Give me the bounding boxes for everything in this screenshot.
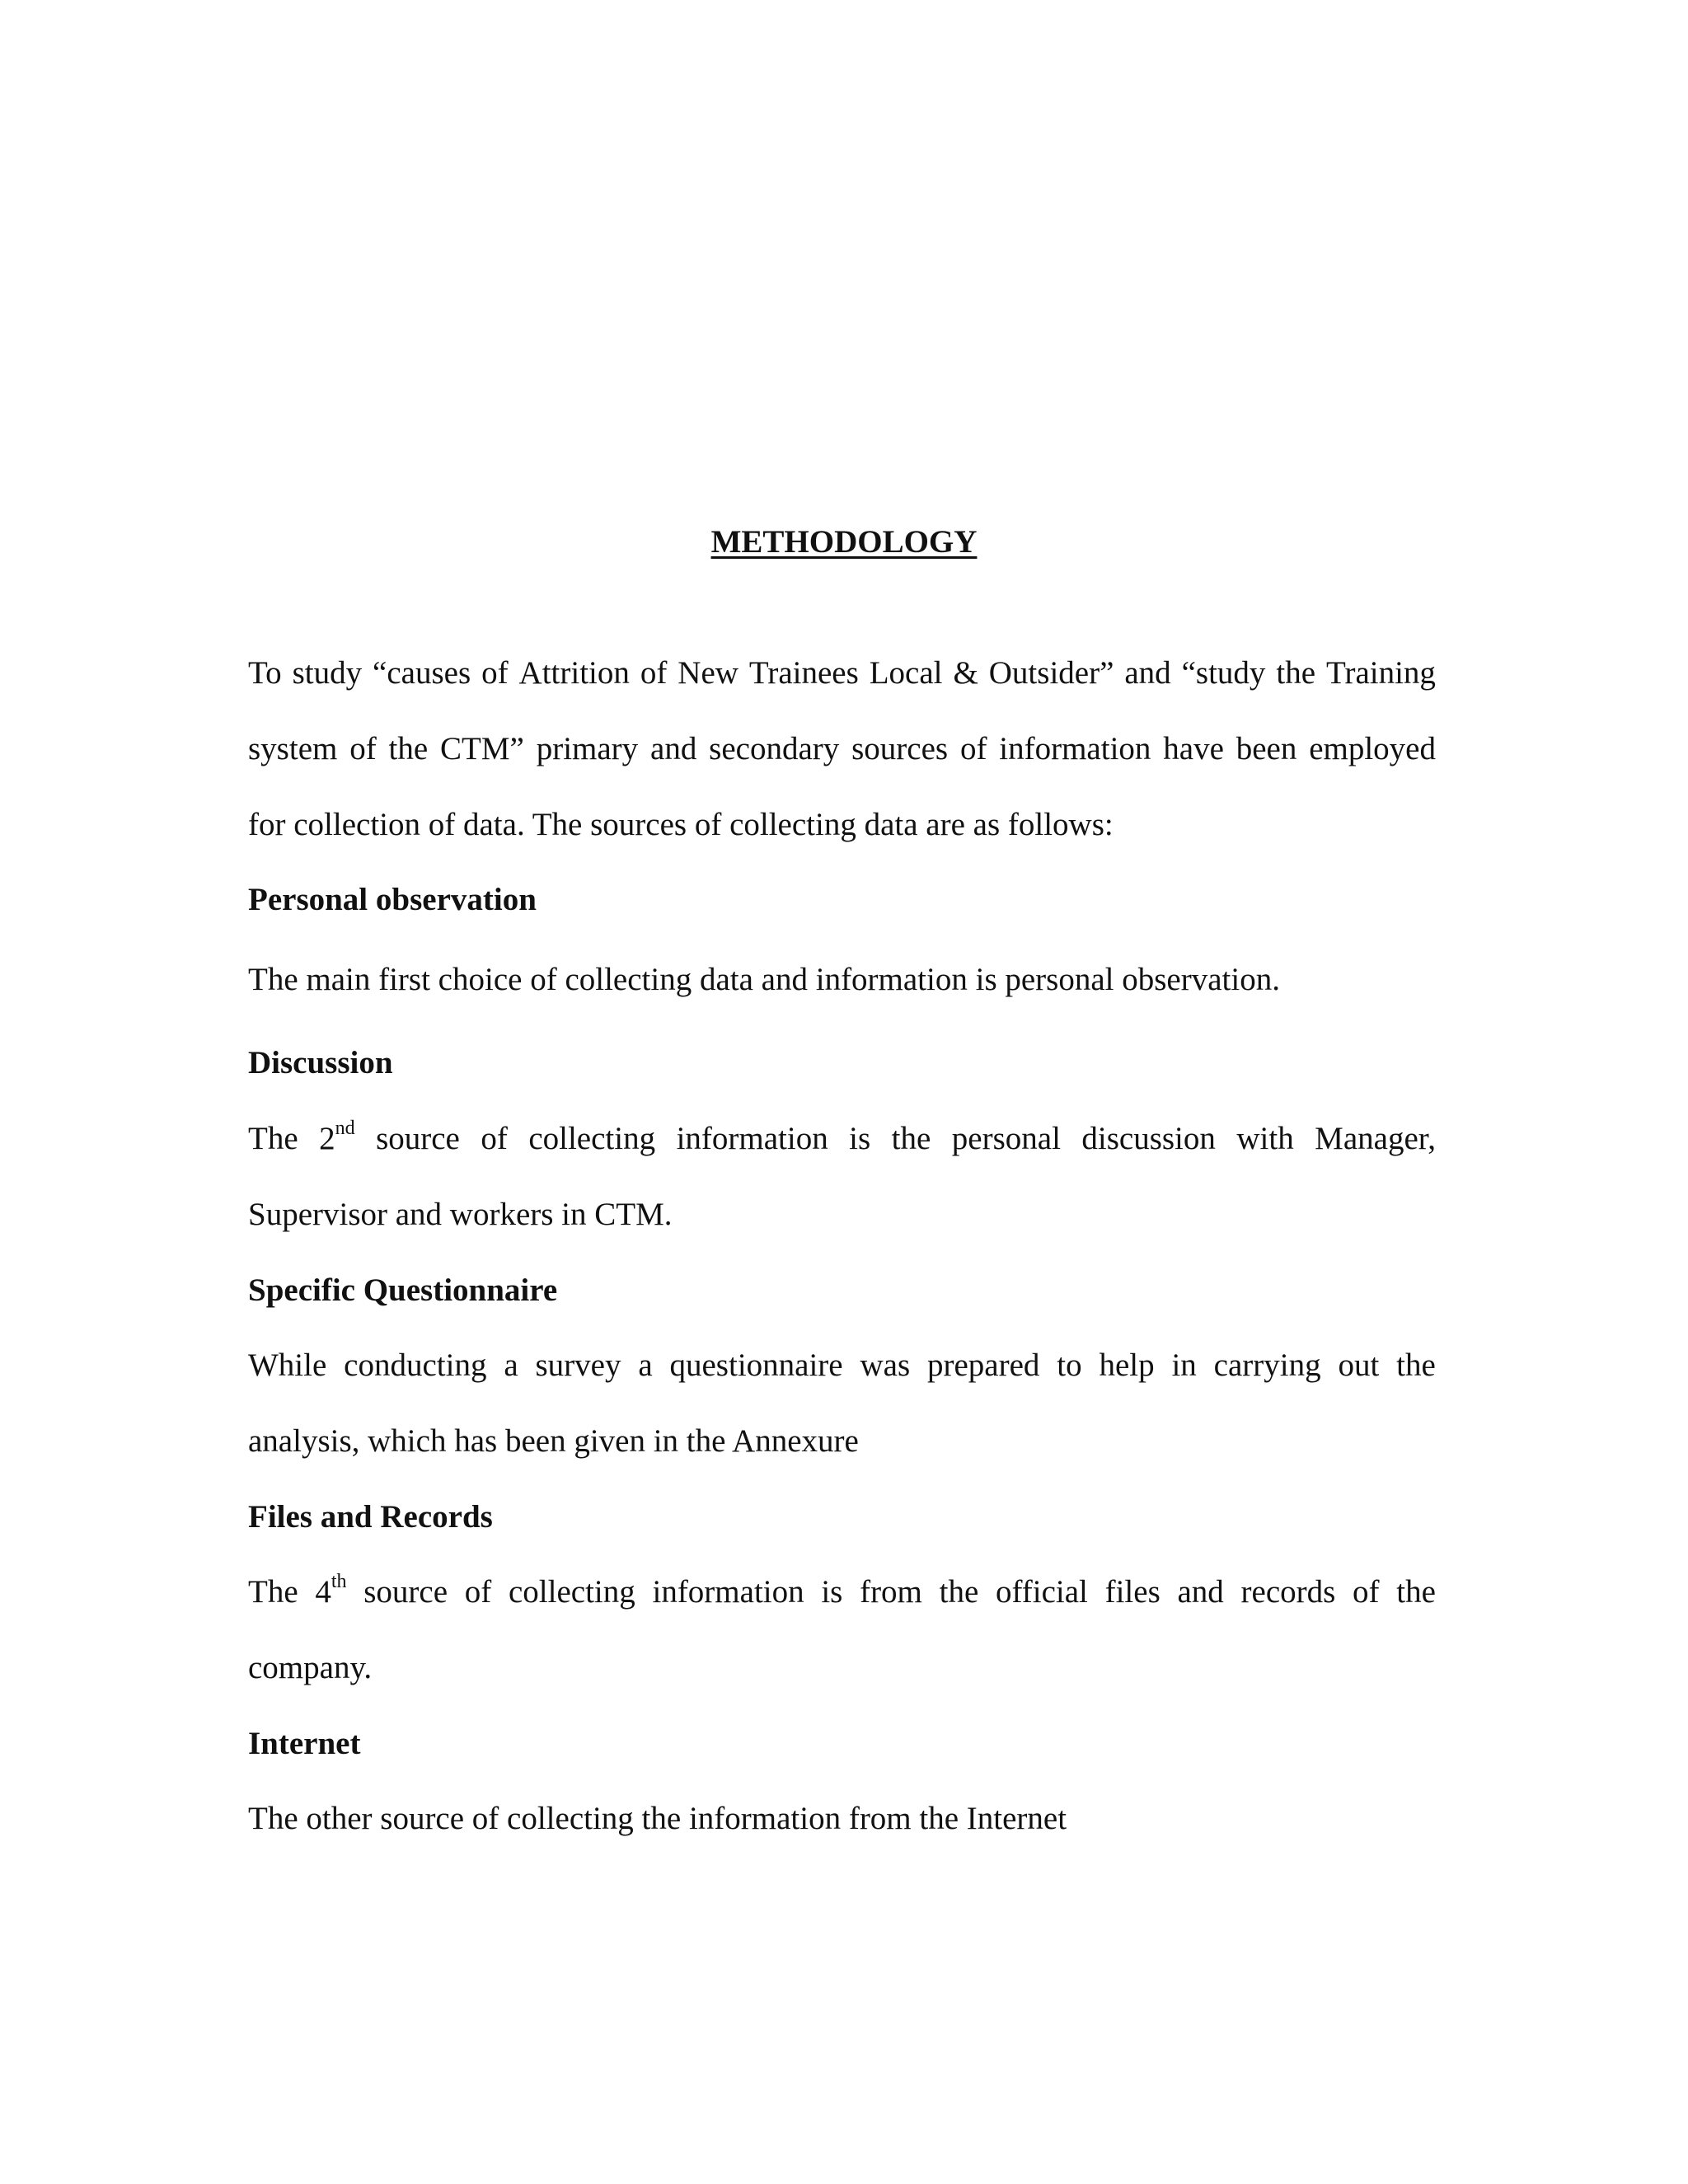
- word: with: [1236, 1121, 1294, 1156]
- word: the: [1396, 1347, 1436, 1383]
- intro-line-3: for collection of data. The sources of collecting data are as follows:: [248, 807, 1114, 842]
- word: personal: [951, 1121, 1061, 1156]
- word: “causes: [373, 655, 471, 691]
- word: is: [849, 1121, 871, 1156]
- word: of: [481, 1121, 508, 1156]
- word: the: [1276, 655, 1316, 691]
- heading-discussion: Discussion: [248, 1045, 393, 1080]
- heading-specific-questionnaire: Specific Questionnaire: [248, 1272, 558, 1308]
- word: out: [1338, 1347, 1380, 1383]
- word: help: [1099, 1347, 1155, 1383]
- word: the: [1396, 1574, 1436, 1610]
- word: official: [995, 1574, 1088, 1610]
- word: source: [376, 1121, 460, 1156]
- word: collecting: [508, 1574, 635, 1610]
- word: from: [860, 1574, 922, 1610]
- word: the: [939, 1574, 979, 1610]
- word: employed: [1309, 731, 1436, 766]
- word: survey: [535, 1347, 621, 1383]
- word: information: [652, 1574, 804, 1610]
- word: a: [504, 1347, 518, 1383]
- word: discussion: [1081, 1121, 1216, 1156]
- word: was: [860, 1347, 911, 1383]
- word: Training: [1326, 655, 1436, 691]
- word: Local: [869, 655, 943, 691]
- files-line-2: company.: [248, 1650, 373, 1685]
- discussion-line-1: [248, 1118, 1436, 1156]
- intro-line-1: [248, 657, 1436, 689]
- files-line-1: [248, 1571, 1436, 1610]
- word: sources: [851, 731, 949, 766]
- word: CTM”: [440, 731, 524, 766]
- word: source: [363, 1574, 448, 1610]
- word: &: [953, 655, 978, 691]
- intro-line-2: [248, 733, 1436, 765]
- word: and: [1124, 655, 1171, 691]
- word: have: [1163, 731, 1224, 766]
- word: collecting: [528, 1121, 656, 1156]
- word: is: [821, 1574, 843, 1610]
- heading-files-and-records: Files and Records: [248, 1499, 493, 1535]
- word: Attrition: [518, 655, 630, 691]
- word: been: [1236, 731, 1297, 766]
- word: “study: [1181, 655, 1266, 691]
- word: secondary: [709, 731, 840, 766]
- questionnaire-line-2: analysis, which has been given in the Annexure: [248, 1423, 859, 1459]
- word: of: [481, 655, 509, 691]
- word: To: [248, 655, 282, 691]
- internet-text: The other source of collecting the information from the Internet: [248, 1801, 1067, 1836]
- word: carrying: [1213, 1347, 1321, 1383]
- word: the: [891, 1121, 931, 1156]
- word: of: [959, 731, 987, 766]
- files-word-the: The: [248, 1574, 298, 1610]
- word: files: [1104, 1574, 1160, 1610]
- word: in: [1171, 1347, 1197, 1383]
- word: Trainees: [748, 655, 859, 691]
- word: records: [1240, 1574, 1336, 1610]
- word: New: [678, 655, 738, 691]
- word: to: [1057, 1347, 1082, 1383]
- word: prepared: [926, 1347, 1040, 1383]
- files-ordinal: 4th: [315, 1571, 347, 1610]
- discussion-word-the: The: [248, 1121, 298, 1156]
- page-title: METHODOLOGY: [710, 524, 978, 560]
- word: primary: [536, 731, 639, 766]
- word: Manager,: [1315, 1121, 1436, 1156]
- word: and: [1177, 1574, 1224, 1610]
- word: the: [388, 731, 429, 766]
- questionnaire-line-1: [248, 1349, 1436, 1381]
- word: While: [248, 1347, 327, 1383]
- word: a: [638, 1347, 653, 1383]
- word: system: [248, 731, 338, 766]
- word: and: [650, 731, 697, 766]
- word: of: [640, 655, 668, 691]
- heading-internet: Internet: [248, 1726, 361, 1761]
- word: of: [464, 1574, 492, 1610]
- word: conducting: [344, 1347, 487, 1383]
- word: information: [999, 731, 1151, 766]
- word: Outsider”: [988, 655, 1114, 691]
- word: study: [292, 655, 363, 691]
- heading-personal-observation: Personal observation: [248, 882, 537, 917]
- word: of: [1353, 1574, 1380, 1610]
- word: questionnaire: [669, 1347, 843, 1383]
- discussion-ordinal: 2nd: [319, 1118, 355, 1156]
- word: of: [349, 731, 377, 766]
- personal-observation-text: The main first choice of collecting data and information is personal observation.: [248, 962, 1280, 997]
- word: information: [676, 1121, 828, 1156]
- discussion-line-2: Supervisor and workers in CTM.: [248, 1197, 673, 1232]
